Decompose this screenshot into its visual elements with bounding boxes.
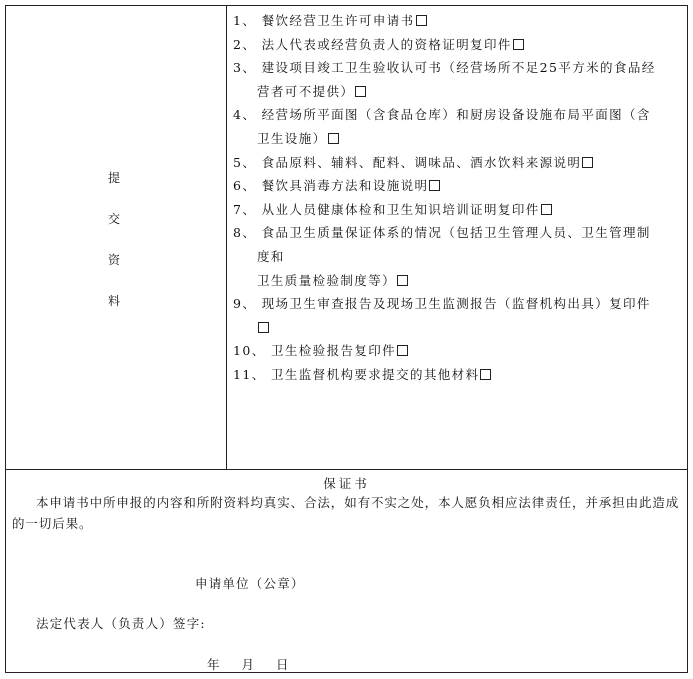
checkbox[interactable]: [355, 86, 366, 97]
label-char: 资: [107, 253, 120, 267]
checkbox[interactable]: [429, 180, 440, 191]
legal-rep-signature-label: 法定代表人（负责人）签字:: [36, 616, 206, 631]
material-item: [233, 33, 681, 57]
material-item: [233, 339, 681, 363]
material-item-text: 卫生质量检验制度等）: [257, 272, 397, 288]
checkbox[interactable]: [480, 369, 491, 380]
material-item-text: 8、 食品卫生质量保证体系的情况（包括卫生管理人员、卫生管理制: [233, 225, 651, 241]
row-divider: [5, 469, 688, 470]
checkbox[interactable]: [397, 275, 408, 286]
checkbox[interactable]: [328, 133, 339, 144]
submitted-materials-label: [104, 168, 124, 332]
material-item: [233, 269, 681, 293]
checkbox[interactable]: [258, 322, 269, 333]
material-item: [233, 363, 681, 387]
material-item-line: [233, 127, 681, 151]
material-item-text: 3、 建设项目竣工卫生验收认可书（经营场所不足25平方米的食品经: [233, 60, 656, 76]
material-item-text: 4、 经营场所平面图（含食品仓库）和厨房设备设施布局平面图（含: [233, 107, 651, 123]
material-item-line: [233, 363, 681, 387]
material-item-line: [233, 198, 681, 222]
label-char: 提: [107, 171, 120, 185]
label-char: 料: [107, 294, 120, 308]
material-item-text: 5、 食品原料、辅料、配料、调味品、酒水饮料来源说明: [233, 154, 582, 170]
material-item-text: 2、 法人代表或经营负责人的资格证明复印件: [233, 36, 512, 52]
material-item-text: 度和: [257, 248, 285, 264]
material-item: [233, 221, 681, 268]
materials-list: [233, 9, 681, 387]
material-item-line: [233, 103, 681, 127]
material-item-line: [233, 151, 681, 175]
material-item-line: [233, 316, 681, 340]
material-item-text: 营者可不提供）: [257, 83, 355, 99]
material-item-text: 10、 卫生检验报告复印件: [233, 343, 397, 359]
material-item-text: 6、 餐饮具消毒方法和设施说明: [233, 178, 429, 194]
checkbox[interactable]: [397, 345, 408, 356]
material-item-text: 卫生设施）: [257, 130, 327, 146]
material-item-line: [233, 221, 681, 245]
material-item: [233, 103, 681, 150]
material-item-line: [233, 33, 681, 57]
material-item-line: [233, 269, 681, 293]
label-char: 交: [107, 212, 120, 226]
checkbox[interactable]: [513, 39, 524, 50]
material-item: [233, 151, 681, 175]
material-item-line: [233, 292, 681, 316]
material-item-line: [233, 174, 681, 198]
material-item-line: [233, 80, 681, 104]
material-item-line: [233, 9, 681, 33]
material-item-line: [233, 339, 681, 363]
material-item-text: 9、 现场卫生审查报告及现场卫生监测报告（监督机构出具）复印件: [233, 296, 651, 312]
material-item-text: 11、 卫生监督机构要求提交的其他材料: [233, 366, 480, 382]
checkbox[interactable]: [582, 157, 593, 168]
material-item: [233, 56, 681, 103]
guarantee-title: 保证书: [323, 476, 370, 491]
material-item: [233, 198, 681, 222]
material-item-line: [233, 56, 681, 80]
applicant-seal-label: 申请单位（公章）: [195, 576, 305, 591]
material-item-text: 1、 餐饮经营卫生许可申请书: [233, 13, 415, 28]
column-divider: [226, 5, 227, 469]
material-item-text: 7、 从业人员健康体检和卫生知识培训证明复印件: [233, 201, 540, 217]
material-item: [233, 174, 681, 198]
date-label: 年 月 日: [207, 657, 289, 672]
guarantee-body: 本申请书中所申报的内容和所附资料均真实、合法，如有不实之处，本人愿负相应法律责任，并承担由此造成的一切后果。: [12, 495, 680, 531]
checkbox[interactable]: [541, 204, 552, 215]
material-item: [233, 9, 681, 33]
material-item-line: [233, 245, 681, 269]
material-item: [233, 292, 681, 339]
checkbox[interactable]: [416, 15, 427, 26]
